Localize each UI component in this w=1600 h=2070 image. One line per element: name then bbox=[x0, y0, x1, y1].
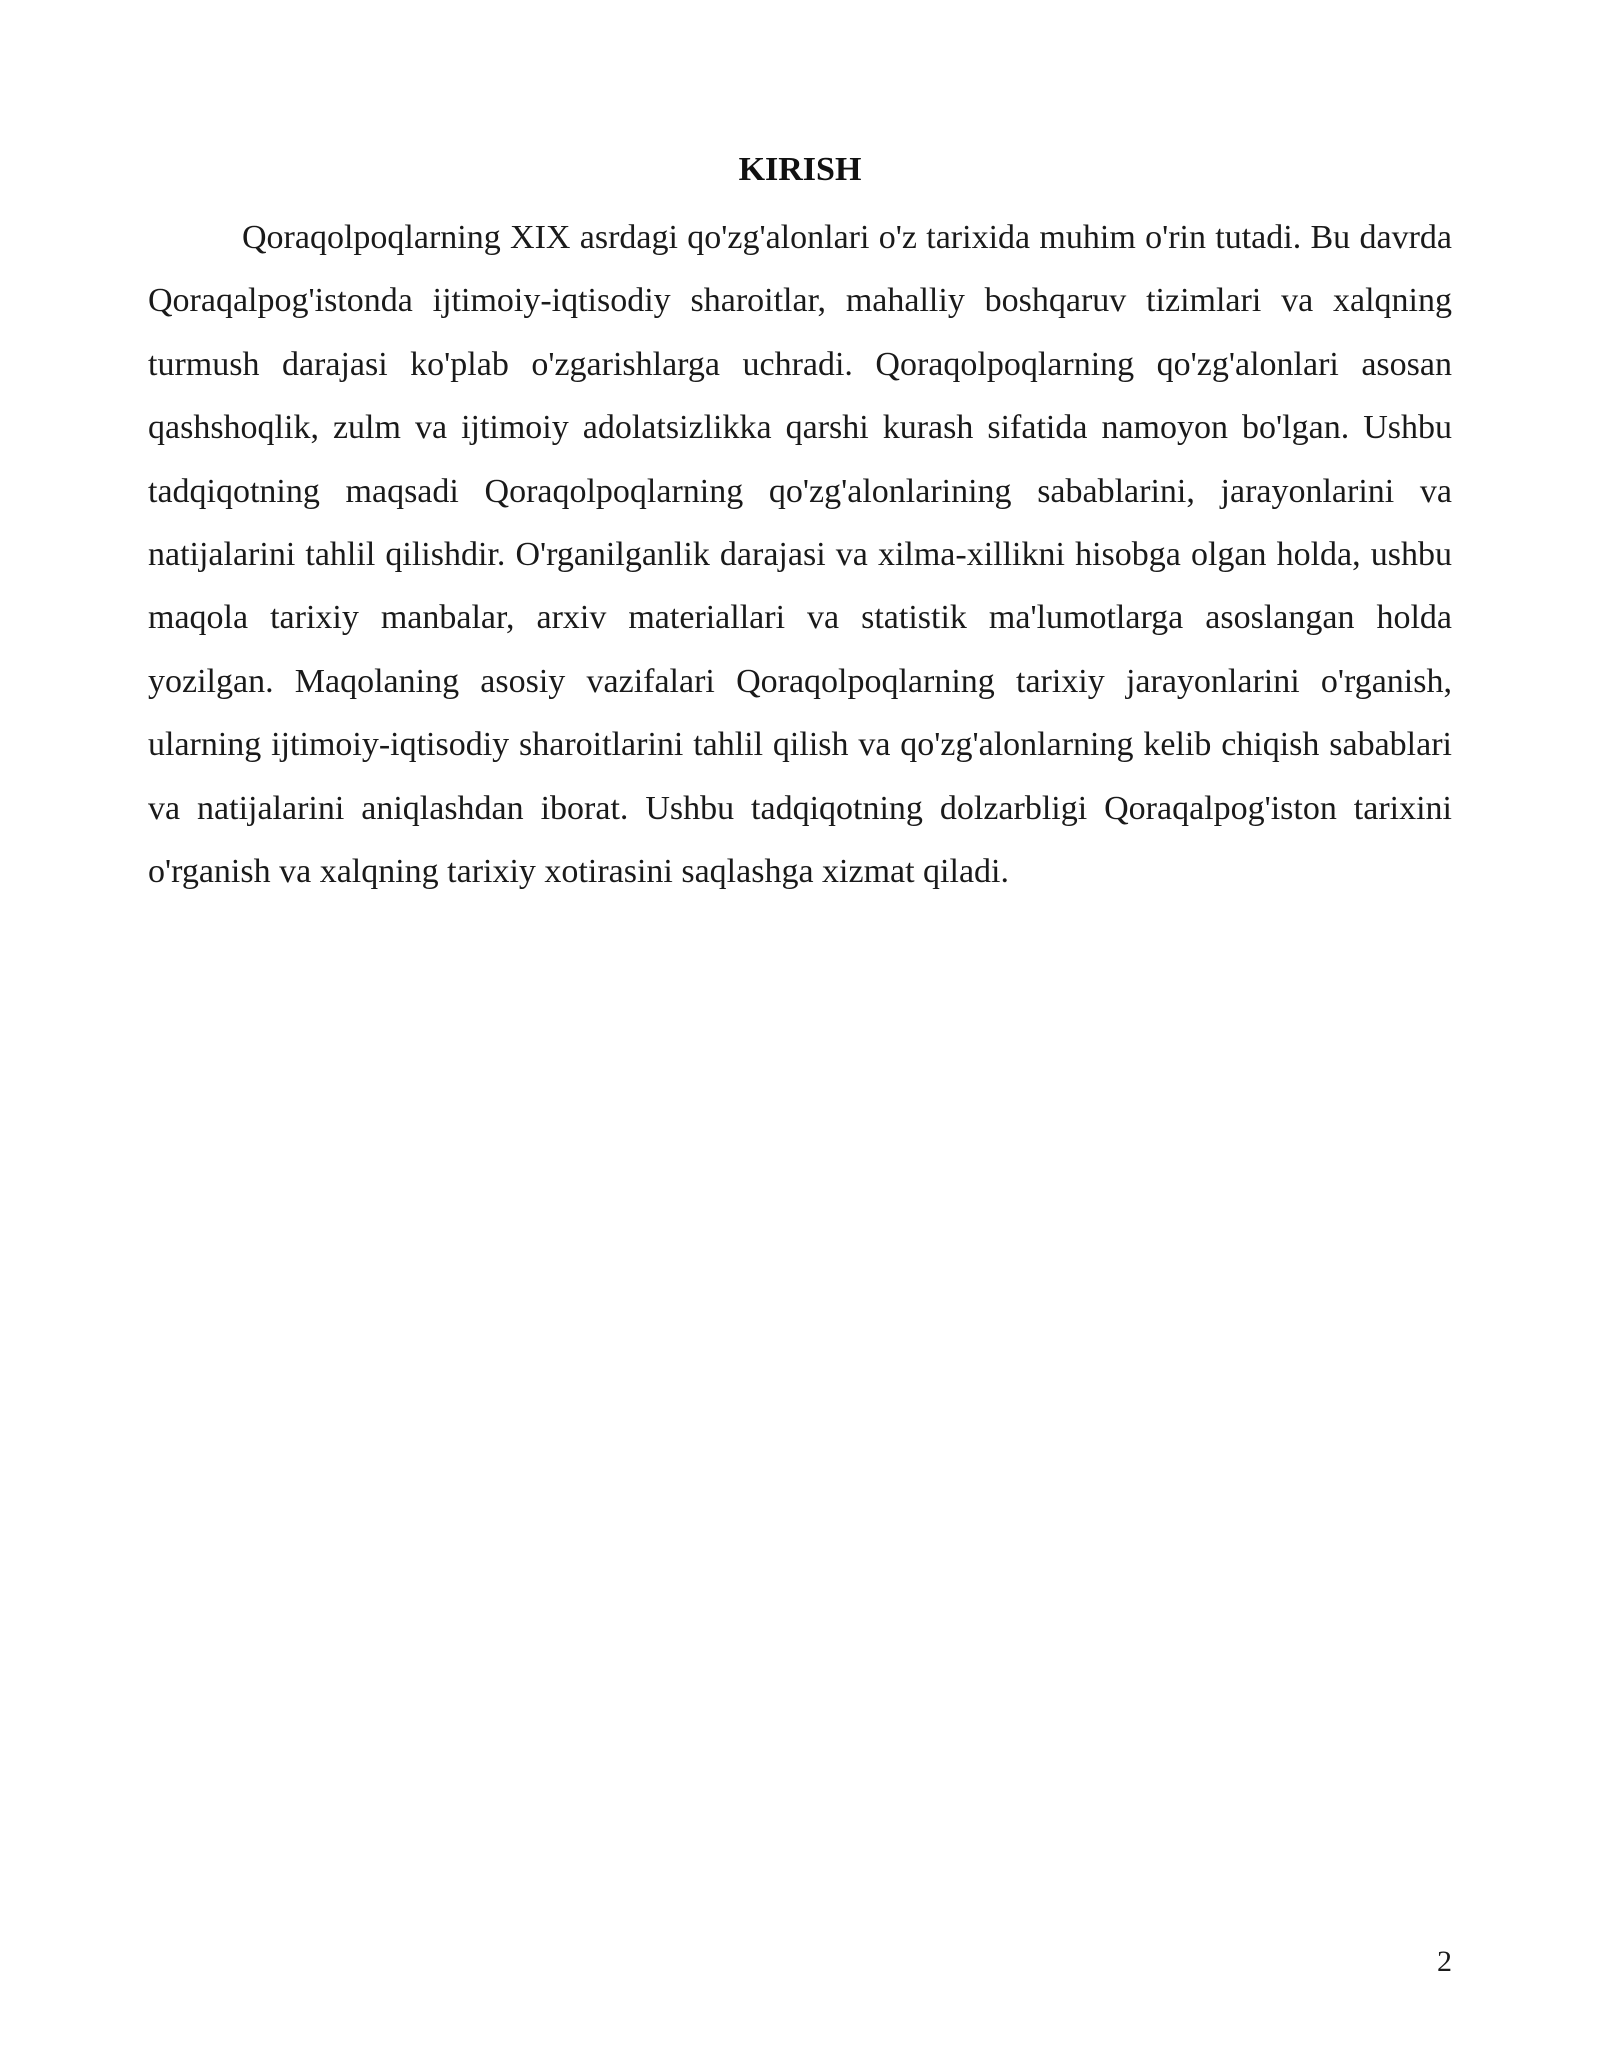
section-heading: KIRISH bbox=[738, 151, 862, 188]
body-paragraph: Qoraqolpoqlarning XIX asrdagi qo'zg'alonlari o'z tarixida muhim o'rin tutadi. Bu davrda Qoraqalpog'istonda ijtimoiy-iqtisodiy sharoitlar, mahalliy boshqaruv tizimlari va xalqning turmush darajasi ko'plab o'zgarishlarga uchradi. Qoraqolpoqlarning qo'zg'alonlari asosan qashshoqlik, zulm va ijtimoiy adolatsizlikka qarshi kurash sifatida namoyon bo'lgan. Ushbu tadqiqotning maqsadi Qoraqolpoqlarning qo'zg'alonlarining sabablarini, jarayonlarini va natijalarini tahlil qilishdir. O'rganilganlik darajasi va xilma-xillikni hisobga olgan holda, ushbu maqola tarixiy manbalar, arxiv materiallari va statistik ma'lumotlarga asoslangan holda yozilgan. Maqolaning asosiy vazifalari Qoraqolpoqlarning tarixiy jarayonlarini o'rganish, ularning ijtimoiy-iqtisodiy sharoitlarini tahlil qilish va qo'zg'alonlarning kelib chiqish sabablari va natijalarini aniqlashdan iborat. Ushbu tadqiqotning dolzarbligi Qoraqalpog'iston tarixini o'rganish va xalqning tarixiy xotirasini saqlashga xizmat qiladi. bbox=[148, 219, 1452, 891]
page-content bbox=[148, 140, 1452, 903]
page-number: 2 bbox=[1437, 1945, 1452, 1978]
